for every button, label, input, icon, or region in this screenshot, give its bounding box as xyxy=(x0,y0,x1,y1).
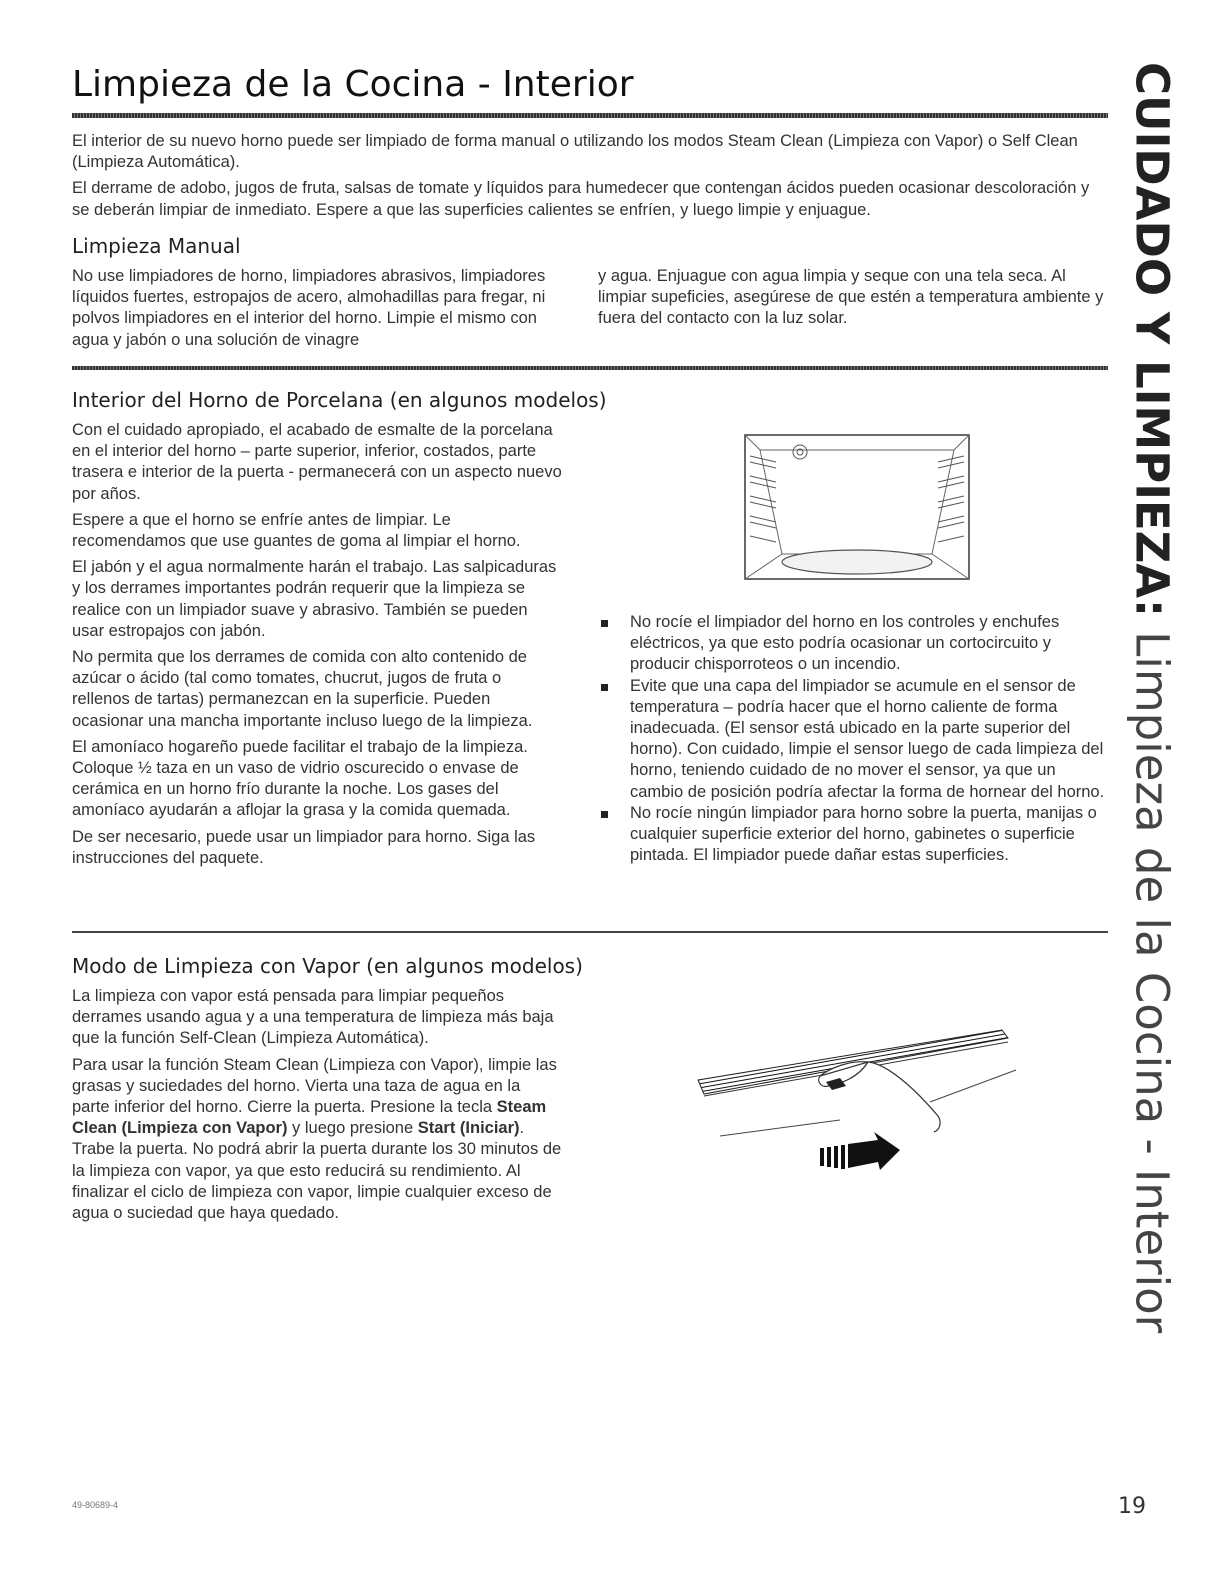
porcelain-paragraph-6: De ser necesario, puede usar un limpiador para horno. Siga las instrucciones del paquete. xyxy=(72,827,536,867)
steam-paragraph-1: La limpieza con vapor está pensada para limpiar pequeños derrames usando agua y a una temperatura de limpieza más baja que la función Self-Clean (Limpieza Automática). xyxy=(72,987,554,1048)
steam-clean-key: Steam Clean (Limpieza con Vapor) xyxy=(72,1098,547,1138)
steam-text-b: y luego presione xyxy=(287,1119,418,1138)
side-label-light: Limpieza de la Cocina - Interior xyxy=(1125,616,1179,1334)
steam-text-c: . Trabe la puerta. No podrá abrir la puerta durante los 30 minutos de la limpieza con vapor, ya que esto reducirá su rendimiento. Al finalizar el ciclo de limpieza con vapor, limpie cualquier exceso de agua o suciedad que haya quedado. xyxy=(72,1119,562,1223)
bullet-text: Evite que una capa del limpiador se acumule en el sensor de temperatura – podría hacer que el horno caliente de forma inadecuada. (El sensor está ubicado en la parte superior del horno). Con cuidado, limpie el sensor luego de cada limpieza del horno, teniendo cuidado de no mover el sensor, ya que un cambio de posición podría afectar la forma de hornear del horno. xyxy=(630,676,1105,801)
bullet-text: No rocíe el limpiador del horno en los controles y enchufes eléctricos, ya que esto podría ocasionar un cortocircuito y producir chisporroteos o un incendio. xyxy=(630,613,1060,674)
side-label-bold: CUIDADO Y LIMPIEZA: xyxy=(1125,62,1179,617)
manual-heading: Limpieza Manual xyxy=(72,234,241,258)
section-rule-1 xyxy=(72,366,1108,370)
bullet-square-icon xyxy=(601,684,608,691)
manual-col-1: No use limpiadores de horno, limpiadores abrasivos, limpiadores líquidos fuertes, estropajos de acero, almohadillas para fregar, ni polvos limpiadores en el interior del horno. Limpie el mismo con agua y jabón o una solución de vinagre xyxy=(72,267,546,349)
section-rule-2 xyxy=(72,931,1108,933)
porcelain-paragraph-4: No permita que los derrames de comida con alto contenido de azúcar o ácido (tal como tomates, chucrut, jugos de fruta o rellenos de tartas) permanezcan en la superficie. Pueden ocasionar una mancha importante incluso luego de la limpieza. xyxy=(72,648,533,730)
intro-paragraph-2: El derrame de adobo, jugos de fruta, salsas de tomate y líquidos para humedecer que contengan ácidos pueden ocasionar descoloración y se deberán limpiar de inmediato. Espere a que las superficies calientes se enfríen, y luego limpie y enjuague. xyxy=(72,179,1090,219)
title-rule xyxy=(72,113,1108,118)
bullet-item xyxy=(598,676,1106,803)
page-title: Limpieza de la Cocina - Interior xyxy=(72,64,634,105)
oven-interior-illustration xyxy=(742,432,972,582)
porcelain-paragraph-3: El jabón y el agua normalmente harán el trabajo. Las salpicaduras y los derrames importantes podrán requerir que la limpieza se realice con un limpiador suave y abrasivo. También se pueden usar estropajos con jabón. xyxy=(72,558,557,640)
manual-col-2: y agua. Enjuague con agua limpia y seque con una tela seca. Al limpiar supeficies, asegúrese de que estén a temperatura ambiente y fuera del contacto con la luz solar. xyxy=(598,267,1104,328)
bullet-text: No rocíe ningún limpiador para horno sobre la puerta, manijas o cualquier superficie exterior del horno, gabinetes o superficie pintada. El limpiador puede dañar estas superficies. xyxy=(630,803,1097,865)
porcelain-paragraph-1: Con el cuidado apropiado, el acabado de esmalte de la porcelana en el interior del horno – parte superior, inferior, costados, parte trasera e interior de la puerta - permanecerá con un aspecto nuevo por años. xyxy=(72,421,562,503)
steam-paragraph-2 xyxy=(72,1055,562,1225)
porcelain-paragraph-2: Espere a que el horno se enfríe antes de limpiar. Le recomendamos que use guantes de goma al limpiar el horno. xyxy=(72,510,521,551)
start-key: Start (Iniciar) xyxy=(417,1119,520,1138)
porcelain-heading: Interior del Horno de Porcelana (en algunos modelos) xyxy=(72,388,607,412)
bullet-square-icon xyxy=(601,811,608,818)
porcelain-paragraph-5: El amoníaco hogareño puede facilitar el trabajo de la limpieza. Coloque ½ taza en un vaso de vidrio oscurecido o envase de cerámica en un horno frío durante la noche. Los gases del amoníaco ayudarán a aflojar la grasa y la comida quemada. xyxy=(72,737,528,820)
document-code: 49-80689-4 xyxy=(72,1500,119,1510)
intro xyxy=(72,131,1102,226)
porcelain-text xyxy=(72,420,562,874)
steam-text xyxy=(72,986,562,1229)
porcelain-bullets xyxy=(598,612,1106,866)
bullet-item xyxy=(598,612,1106,676)
page-number: 19 xyxy=(1118,1494,1146,1519)
side-section-label xyxy=(1118,62,1186,1334)
steam-heading: Modo de Limpieza con Vapor (en algunos modelos) xyxy=(72,954,583,978)
intro-paragraph-1: El interior de su nuevo horno puede ser limpiado de forma manual o utilizando los modos Steam Clean (Limpieza con Vapor) o Self Clean (Limpieza Automática). xyxy=(72,132,1078,172)
door-latch-illustration xyxy=(690,1020,1030,1190)
bullet-square-icon xyxy=(601,620,608,627)
side-label-text xyxy=(1125,62,1179,1334)
bullet-item xyxy=(598,803,1106,867)
steam-text-a: Para usar la función Steam Clean (Limpieza con Vapor), limpie las grasas y suciedades del horno. Vierta una taza de agua en la parte inferior del horno. Cierre la puerta. Presione la tecla xyxy=(72,1055,557,1117)
